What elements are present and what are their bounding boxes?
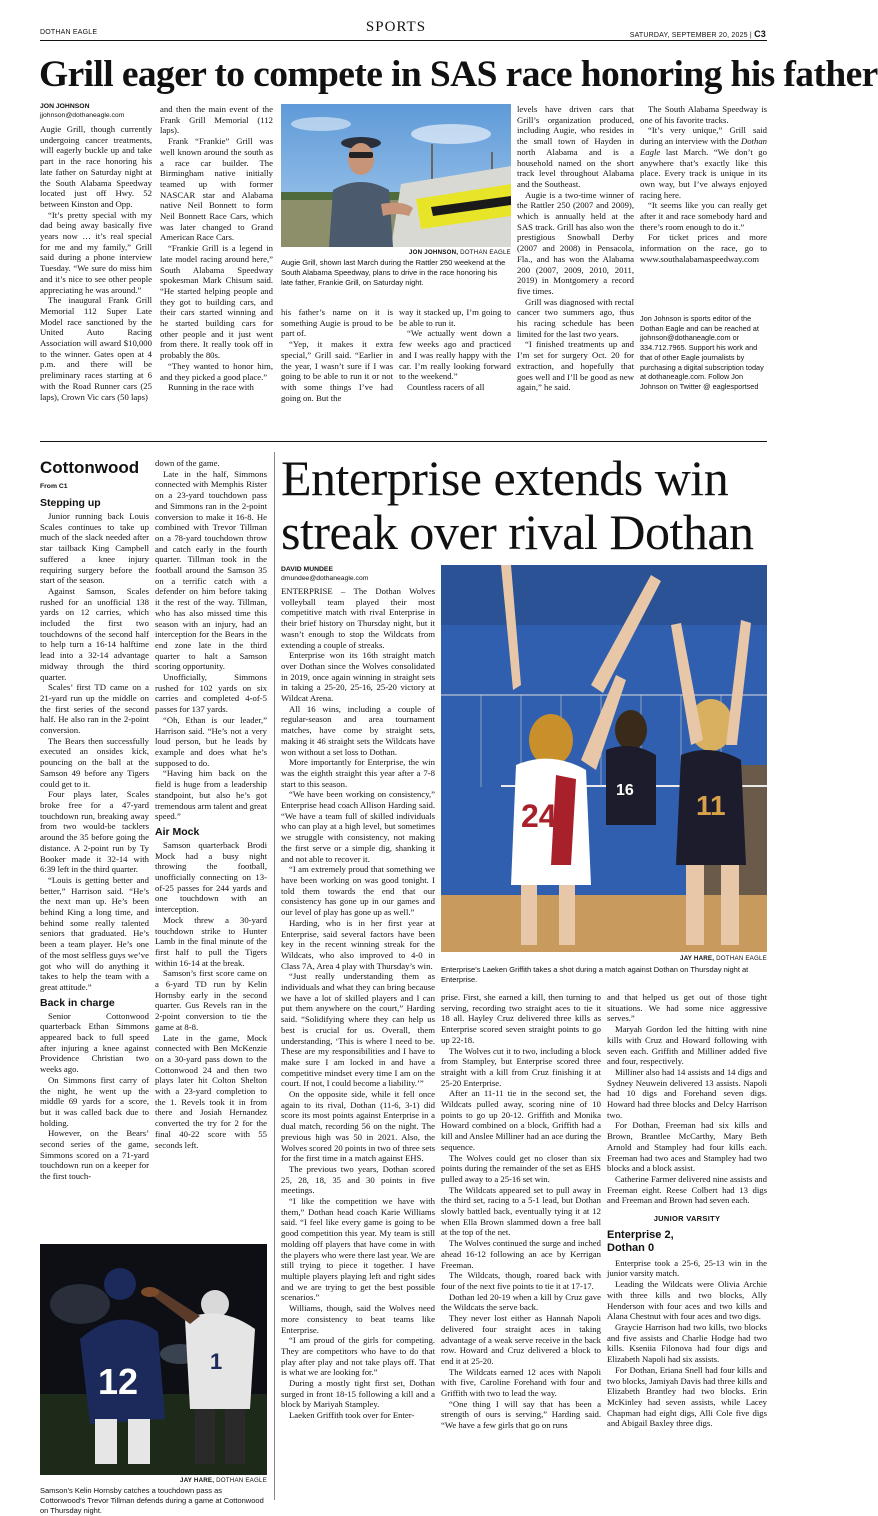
paragraph: down of the game. [155, 458, 220, 468]
subhead-stepping-up: Stepping up [40, 497, 101, 509]
paragraph: “I like the competition we have with them,” Dothan head coach Karie Williams said. “I feel like every game is going to be good competition this year. My team is still molding off players that have come in with the players who were there last year. We are still trying to piece it together. I have multiple players playing left and right sides and we are trying to get the best possible scenarios.” [281, 1196, 435, 1303]
grill-photo-credit [281, 249, 511, 256]
paragraph: After an 11-11 tie in the second set, the Wildcats pulled away, scoring nine of 10 points to go up 20-12. Griffith and Monika Howard combined on a block, Griffith had a kill and Anslee Milliner had an ace during the sequence. [441, 1088, 601, 1152]
cottonwood-title: Cottonwood [40, 458, 140, 477]
paragraph: Maryah Gordon led the hitting with nine kills with Cruz and Howard following with seven each. Griffith and Milliner added five and four, respectively. [607, 1024, 767, 1067]
paragraph: Late in the game, Mock connected with Ben McKenzie on a 30-yard pass down to the Cottonwood 24 and then two plays later hit Colton Shelton with a 23-yard completion to the 1. Revels took it in from there and Josiah Hernandez converted the try for 2 for the final 40-22 score with 55 seconds left. [155, 1032, 267, 1150]
paragraph: “Just really understanding them as individuals and what they can bring because we have a lot of skilled players and I can put them anywhere on the court,” Harding said. “Solidifying where they can help us best is crucial for us. Overall, them understanding, ‘This is where I need to be. These are my responsibilities and I have to make sure I am locked in and have a competitive mindset every time I am on the court. If not, I could become a liability.’” [281, 971, 435, 1089]
credit-org: DOTHAN EAGLE [460, 249, 511, 256]
credit-name: JON JOHNSON, [409, 249, 459, 256]
paragraph: Harding, who is in her first year at Enterprise, said several factors have been key in the recent winning streak for the Wildcats, who also improved to 4-0 in Class 7A, Area 4 play with Thursday’s win. [281, 917, 435, 971]
football-photo-image [40, 1244, 267, 1475]
paragraph: Samson’s first score came on a 6-yard TD run by Kelin Hornsby early in the second quarter. Gus Revels ran in the 2-point conversion to tie the game at 8-8. [155, 968, 267, 1032]
paragraph: Scales’ first TD came on a 21-yard run up the middle on the first series of the second half. He also ran in the 2-point conversion. [40, 682, 149, 736]
paragraph: “I finished treatments up and I’m set for surgery Oct. 20 for extraction, and hopefully that goes well and I’ll be good as new again,” he said. [517, 339, 634, 393]
jv-score-heading [607, 1229, 767, 1255]
quote-part: “It’s very unique,” Grill said during an interview with the [640, 125, 767, 147]
paragraph: “We actually went down a few weeks ago and practiced and I was really happy with the car. I’m really looking forward to the weekend.” [399, 328, 511, 382]
paragraph: The Bears then successfully executed an onsides kick, pouncing on the ball at the Samson 49 before any Tigers could get to it. [40, 735, 149, 789]
paragraph: On the opposite side, while it fell once again to its rival, Dothan (11-6, 3-1) did score its most points against Enterprise in a dual match, recording 56 on the night. The previous high was 50 in 2021. Also, the Wolves scored 20 points in two of three sets for the first time in a match against EHS. [281, 1089, 435, 1164]
paragraph: Williams, though, said the Wolves need more consistency to beat teams like Enterprise. [281, 1303, 435, 1335]
football-photo-credit [40, 1477, 267, 1484]
paragraph: Enterprise took a 25-6, 25-13 win in the junior varsity match. [607, 1257, 767, 1279]
jump-from: From C1 [40, 483, 68, 490]
enterprise-column-3 [607, 992, 767, 1484]
paragraph: and then the main event of the Frank Grill Memorial (112 laps). [160, 104, 273, 136]
football-photo [40, 1244, 267, 1475]
paragraph: “I am proud of the girls for competing. They are competitors who have to do that play after play and not take plays off. That is what we are looking for.” [281, 1335, 435, 1378]
paragraph: way it stacked up, I’m going to be able to run it. [399, 307, 511, 328]
paragraph: During a mostly tight first set, Dothan surged in front 18-15 following a kill and a block by Mariyah Stampley. [281, 1378, 435, 1410]
paragraph: However, on the Bears’ second series of the game, Simmons scored on a 71-yard touchdown run on a keeper for the first touch- [40, 1128, 149, 1182]
paragraph: “Yep, it makes it extra special,” Grill said. “Earlier in the year, I wasn’t sure if I was going to be able to run it or not with some things I’ve had going on. But the [281, 339, 393, 403]
paragraph: Frank “Frankie” Grill was well known around the south as a race car builder. The Birmingham native initially teamed up with former NASCAR star and Alabama native Neil Bonnett to form Neil Bonnett Race Cars, which was later changed to Grand American Race Cars. [160, 136, 273, 243]
subhead-air-mock: Air Mock [155, 825, 200, 838]
grill-column-6 [640, 104, 767, 310]
section-divider [40, 441, 767, 442]
grill-column-1 [40, 124, 152, 432]
paragraph: More importantly for Enterprise, the win was the eighth straight this year after a 7-8 start to this season. [281, 757, 435, 789]
byline-email: dmundee@dothaneagle.com [281, 575, 369, 582]
grill-column-4 [399, 307, 511, 432]
jersey-number: 24 [521, 798, 557, 834]
author-bio: Jon Johnson is sports editor of the Dothan Eagle and can be reached at jjohnson@dothaneagle.com or 334.712.7965. Support his work and that of other Eagle journalists by purchasing a digital subscription today at dothaneagle.com. Follow Jon Johnson on Twitter @ eaglesportsed [640, 314, 764, 391]
credit-org: DOTHAN EAGLE [716, 955, 767, 962]
paragraph: Augie Grill, though currently undergoing cancer treatments, will eagerly buckle up and take part in the race honoring his late father on Saturday night at the South Alabama Speedway located just off Hwy. 52 between Kinston and Opp. [40, 124, 152, 209]
grill-column-5 [517, 104, 634, 432]
paragraph: “Louis is getting better and better,” Harrison said. “He’s the next man up. He’s been behind King a long time, and behind some really talented seniors that graduated. He’s been a team player. He’s one of the most selfless guys we’ve got who will do anything it takes to help the team with a great attitude.” [40, 874, 149, 992]
paragraph: Late in the half, Simmons connected with Memphis Rister on a 23-yard touchdown pass and Simmons ran in the 2-point conversion to make it 16-8. He combined with Trevor Tillman on a 78-yard touchdown throw and catch early in the fourth quarter. Tillman took in the football around the Samson 35 on a terrific catch with a defender on him before taking it the rest of the way. Tillman, who has also missed time this season with an injury, had an interception for the Bears in the end zone late in the third quarter to halt a Samson scoring opportunity. [155, 468, 267, 672]
paragraph: The inaugural Frank Grill Memorial 112 Super Late Model race sanctioned by the United Auto Racing Association will award $10,000 to the winner. Gates open at 4 p.m. and there will be preliminary races starting at 6 with the Road Runner cars (25 laps), Crown Vic cars (50 laps) [40, 295, 152, 402]
folio-divider: | [749, 32, 755, 39]
paragraph: Enterprise won its 16th straight match over Dothan since the Wolves consolidated in 2019, once again winning in straight sets in taking a 25-20, 25-16, 25-20 victory at Wildcat Arena. [281, 650, 435, 704]
credit-name: JAY HARE, [180, 1477, 215, 1484]
paragraph: Leading the Wildcats were Olivia Archie with three kills and two blocks, Ally Henderson with four aces and two kills and Alana Chestnut with four aces and two digs. [607, 1279, 767, 1322]
paragraph: Augie is a two-time winner of the Rattler 250 (2007 and 2009), which is annually held at the SAS track. Grill has also won the prestigious Snowball Derby (2007 and 2008) in Pensacola, Fla., and has won the Alabama 200 (2007, 2009, 2010, 2011, 2019) in Montgomery a record five times. [517, 189, 634, 296]
enterprise-column-1 [281, 586, 435, 1486]
masthead-rule [40, 40, 767, 41]
byline-email: jjohnson@dothaneagle.com [40, 112, 125, 119]
paragraph: For Dothan, Freeman had six kills and Brown, Brantlee McCarthy, Mary Beth Arnold and Stampley had four kills each. Freeman had two aces and Stampley had two blocks and a block assist. [607, 1120, 767, 1174]
paragraph: “Oh, Ethan is our leader,” Harrison said. “He’s not a very loud person, but he leads by example and does what he’s supposed to do. [155, 714, 267, 768]
paragraph: For ticket prices and more information on the race, go to www.southalabamaspeedway.com [640, 232, 767, 264]
paragraph [640, 125, 767, 200]
paragraph: “We have been working on consistency,” Enterprise head coach Allison Harding said. “We have a team full of skilled individuals who can play at a high level, but sometimes we struggle with consistency, not making the first serve or a simple dig, shanking it and not able to recover it. [281, 789, 435, 864]
paragraph: “It seems like you can really get after it and race somebody hard and there’s room enough to do it.” [640, 200, 767, 232]
paragraph: Samson quarterback Brodi Mock had a busy night throwing the football, unofficially connecting on 13-of-25 passes for 244 yards and one touchdown with an interception. [155, 839, 267, 915]
paragraph: Laeken Griffith took over for Enter- [289, 1410, 415, 1421]
paragraph: Against Samson, Scales rushed for an unofficial 138 yards on 12 carries, which included the first two touchdowns of the second half to help turn a 16-14 halftime lead into a 32-14 advantage midway through the third quarter. [40, 585, 149, 682]
paragraph: Milliner also had 14 assists and 14 digs and Sydney Neuwein delivered 13 assists. Napoli had 10 digs and Forehand seven digs. Howard had three blocks and Delcy Harrison two. [607, 1066, 767, 1120]
paragraph: Graycie Harrison had two kills, two blocks and five assists and Charlie Hodge had two kills. Kseniia Filonova had four digs and Elizabeth Napoli had six assists. [607, 1321, 767, 1365]
paragraph: and that helped us get out of those tight situations. We had some nice aggressive serves.” [607, 992, 767, 1024]
paragraph: Catherine Farmer delivered nine assists and Freeman eight. Reese Colbert had 13 digs and Freeman and Brown had seven each. [607, 1173, 767, 1206]
paragraph: Grill was diagnosed with rectal cancer two summers ago, thus his racing schedule has been limited for the last two years. [517, 296, 634, 339]
jv-score-line-2: Dothan 0 [607, 1241, 655, 1254]
jersey-number: 11 [696, 790, 726, 821]
publication-name: DOTHAN EAGLE [40, 29, 98, 36]
paragraph: They never lost either as Hannah Napoli delivered four straight aces in taking advantage of a weak serve receive in the back row. Howard and Cruz delivered a block to end it at 25-20. [441, 1313, 601, 1366]
paragraph: “One thing I will say that has been a strength of ours is serving,” Harding said. “We have a few girls that go on runs [441, 1398, 601, 1431]
paragraph: All 16 wins, including a couple of regular-season and area tournament matches, have come by straight sets, making it 46 straight sets the Wildcats have won without a set loss to Dothan. [281, 703, 435, 757]
volleyball-photo-credit [441, 955, 767, 962]
enterprise-headline: Enterprise extends win streak over rival Dothan [281, 450, 754, 560]
paragraph: The Wolves continued the surge and inched ahead 16-12 following an ace by Kerrigan Freeman. [441, 1238, 601, 1270]
jersey-number: 16 [616, 782, 634, 799]
grill-photo [281, 104, 511, 247]
volleyball-photo-image [441, 565, 767, 952]
paragraph: Dothan led 20-19 when a kill by Cruz gave the Wildcats the serve back. [441, 1291, 601, 1313]
page-number: C3 [754, 29, 766, 39]
paragraph: Unofficially, Simmons rushed for 102 yards on six carries and completed 4-of-5 passes for 137 yards. [155, 672, 267, 715]
paragraph: “It’s pretty special with my dad being away basically five years now … it’s real special for me and my family,” Grill said during a phone interview Tuesday. “We sure do miss him and it’s nice to see other people appreciating he was around.” [40, 209, 152, 295]
paragraph: The South Alabama Speedway is one of his favorite tracks. [640, 104, 767, 125]
paragraph: his father’s name on it is something Augie is proud to be part of. [281, 307, 393, 339]
volleyball-photo-caption: Enterprise’s Laeken Griffith takes a shot during a match against Dothan on Thursday night at Enterprise. [441, 965, 749, 984]
volleyball-photo [441, 565, 767, 952]
paragraph: “They wanted to honor him, and they picked a good place.” [160, 360, 273, 382]
paragraph: Mock threw a 30-yard touchdown strike to Hunter Lamb in the final minute of the first half to pull the Tigers within 16-14 at the break. [155, 914, 267, 968]
paragraph: Countless racers of all [407, 381, 485, 392]
paragraph: levels have driven cars that Grill’s organization produced, including Augie, who resides in the small town of Hayden in north Alabama and is a household named on the short track level throughout Alabama and the Southeast. [517, 104, 634, 189]
quote-part: last March. “We don’t go anywhere that’s exactly like this place. Every track is unique in its own way, but I’ve always enjoyed racing here. [640, 146, 767, 200]
paragraph: The previous two years, Dothan scored 25, 28, 18, 35 and 30 points in five meetings. [281, 1163, 435, 1196]
paragraph: For Dothan, Eriana Snell had four kills and two blocks, Jamiyah Davis had three kills and Elizabeth Brantley had two blocks. Erin McKinley had seven assists, while Lacey Chapman had eight digs, Alli Cole five digs and Abigail Baxley three digs. [607, 1364, 767, 1429]
cottonwood-column-2 [155, 458, 267, 1240]
grill-byline [40, 102, 152, 120]
paragraph: The Wildcats earned 12 aces with Napoli with five, Caroline Forehand with four and Griffith with two to lead the way. [441, 1366, 601, 1399]
enterprise-byline [281, 565, 431, 583]
paragraph: The Wildcats appeared set to pull away in the third set, racing to a 5-1 lead, but Dothan slowly battled back, eventually tying it at 12 when Ella Brown slammed down a free ball at the top of the net. [441, 1184, 601, 1238]
paragraph: Four plays later, Scales broke free for a 47-yard touchdown run, breaking away from two would-be tacklers around the 35 before going the distance. A 2-point run by Ty Booker made it 32-14 with 6:39 left in the third quarter. [40, 789, 149, 875]
paragraph: ENTERPRISE – The Dothan Wolves volleyball team played their most competitive match with rival Enterprise in their brief history on Thursday night, but it wasn’t enough to stop the Wildcats from extending a couple of streaks. [281, 586, 435, 650]
paragraph: The Wolves could get no closer than six points during the remainder of the set as EHS pulled away to a 25-16 set win. [441, 1152, 601, 1184]
paragraph: Running in the race with [168, 382, 254, 393]
jersey-number: 12 [98, 1361, 139, 1402]
grill-column-3 [281, 307, 393, 432]
jv-score-line-1: Enterprise 2, [607, 1228, 674, 1241]
credit-org: DOTHAN EAGLE [216, 1477, 267, 1484]
paragraph: prise. First, she earned a kill, then turning to serving, recording two straight aces to tie it 18 all. Hayley Cruz delivered three kills as Enterprise scored seven straight points to go up 22-18. [441, 992, 601, 1045]
grill-photo-caption: Augie Grill, shown last March during the Rattler 250 weekend at the South Alabama Speedway, plans to drive in the race honoring his late father, Frankie Grill, on Saturday night. [281, 258, 506, 287]
paragraph: The Wolves cut it to two, including a block from Stampley, but Enterprise scored three straight with a kill from Cruz finishing it at 25-20 Enterprise. [441, 1045, 601, 1088]
column-divider [274, 452, 275, 1500]
subhead-back-in-charge: Back in charge [40, 996, 115, 1009]
paragraph: “Frankie Grill is a legend in late model racing around here,” South Alabama Speedway spokesman Mark Chisum said. “He started helping people and they got to building cars, and their cars started winning and he started building cars for other people and it just went from there. It really took off in probably the 80s. [160, 243, 273, 361]
enterprise-column-2 [441, 992, 601, 1484]
section-name: SPORTS [365, 19, 427, 35]
paragraph: Junior running back Louis Scales continues to take up much of the slack needed after star tailback King Campbell suffered a knee injury requiring surgery before the start of the season. [40, 511, 149, 586]
folio-right [630, 29, 766, 39]
paragraph: “I am extremely proud that something we have been working on was good tonight. I told them towards the end that our consistency has gone up in our games and our level of play has gone up as well.” [281, 864, 435, 918]
page-date: SATURDAY, SEPTEMBER 20, 2025 [629, 32, 748, 39]
grill-column-2 [160, 104, 273, 432]
grill-photo-image [281, 104, 511, 247]
credit-name: JAY HARE, [680, 955, 715, 962]
byline-name: DAVID MUNDEE [281, 566, 333, 573]
paragraph: “Having him back on the field is huge from a leadership standpoint, but also he’s got tremendous arm talent and great speed.” [155, 768, 267, 822]
football-photo-caption: Samson’s Kelin Hornsby catches a touchdown pass as Cottonwood’s Trevor Tillman defends during a game at Cottonwood on Thursday night. [40, 1486, 264, 1515]
paragraph: On Simmons first carry of the night, he went up the middle 69 yards for a score, but it was called back due to holding. [40, 1074, 149, 1128]
cottonwood-column-1 [40, 497, 149, 1237]
junior-varsity-label: JUNIOR VARSITY [653, 1214, 721, 1224]
paragraph: The Wildcats, though, roared back with four of the next five points to tie it at 17-17. [441, 1270, 601, 1291]
byline-name: JON JOHNSON [40, 103, 90, 110]
publication-italic: Dothan Eagle [640, 136, 767, 157]
jersey-number: 1 [210, 1349, 223, 1374]
grill-headline: Grill eager to compete in SAS race honoring his father [39, 54, 878, 95]
paragraph: Senior Cottonwood quarterback Ethan Simmons appeared back to full speed after injuring a knee against Providence Christian two weeks ago. [40, 1010, 149, 1075]
